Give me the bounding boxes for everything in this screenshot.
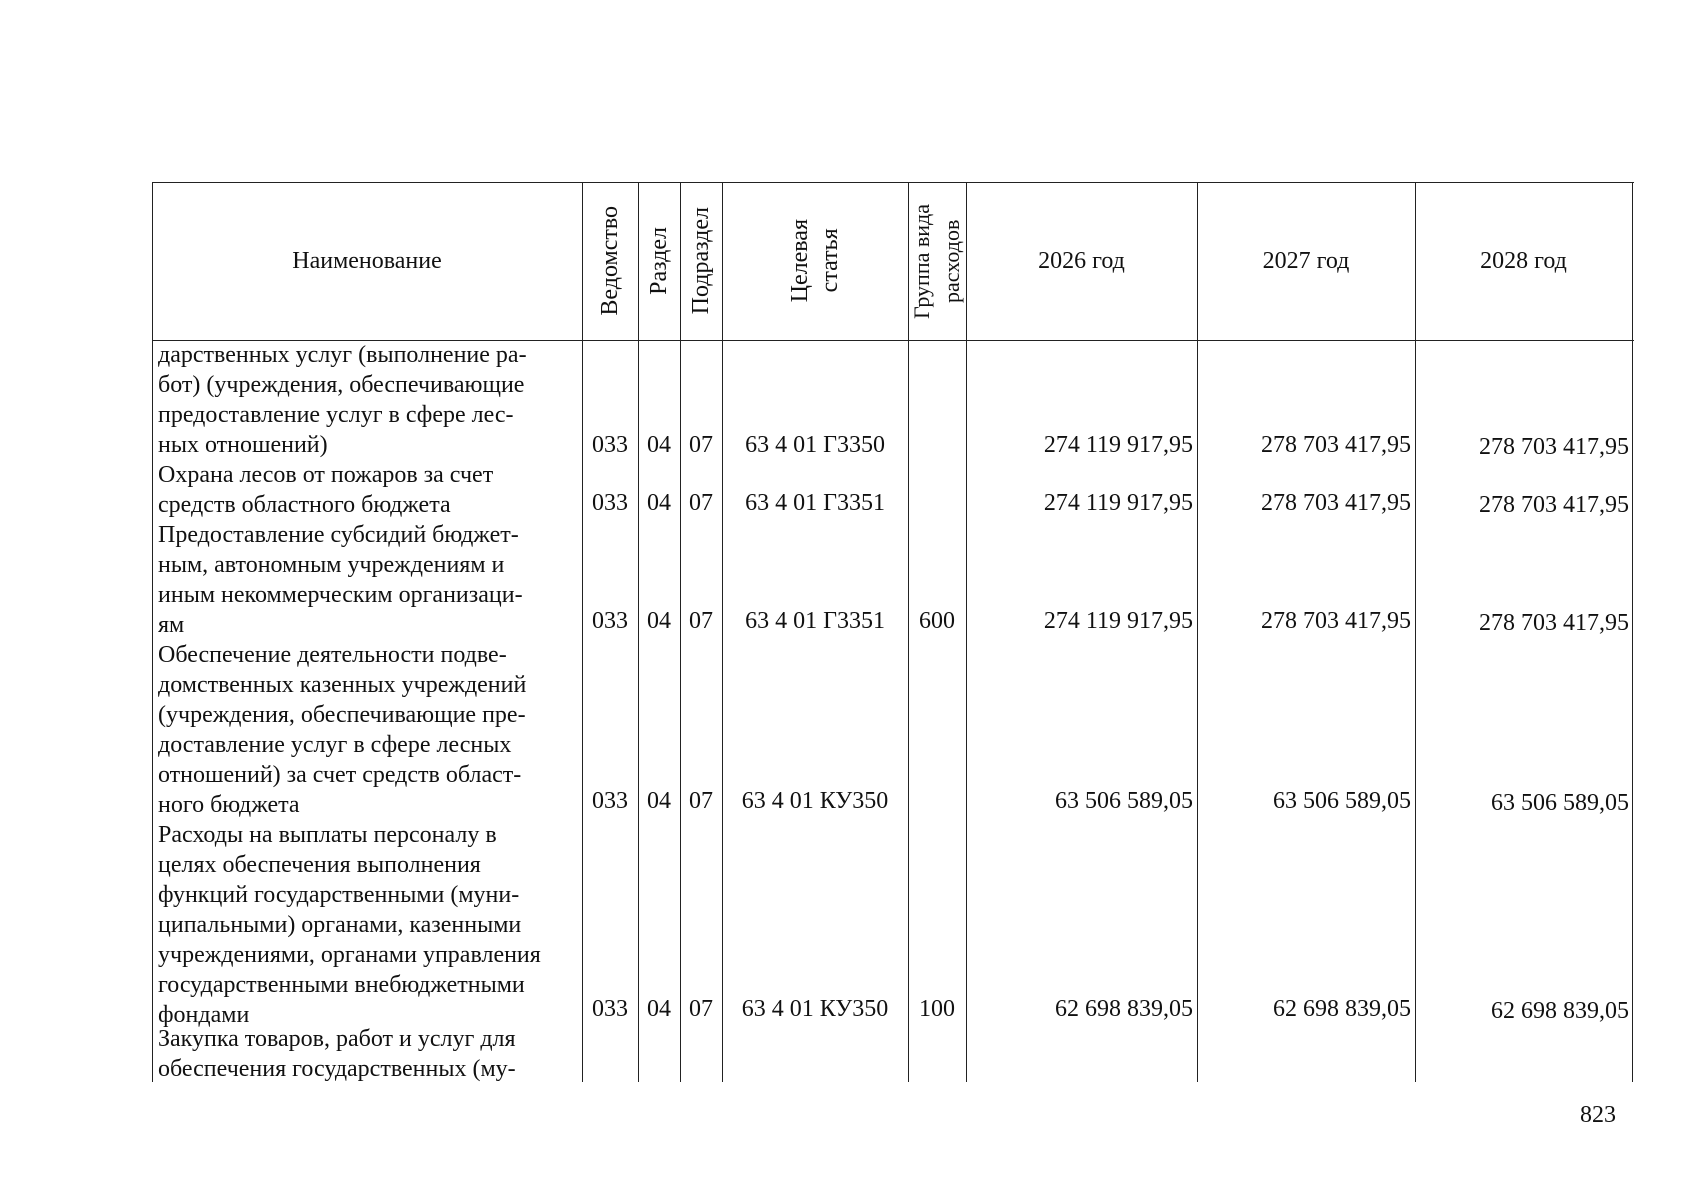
row-3-celevaya: 63 4 01 Г3351 [745, 608, 885, 634]
row-4-name-line: Обеспечение деятельности подве- [158, 642, 507, 668]
row-2-razdel: 04 [647, 490, 671, 516]
header-vedomstvo [582, 182, 638, 340]
header-vedomstvo-label: Ведомство [597, 206, 623, 316]
row-4-name-line: отношений) за счет средств област- [158, 762, 522, 788]
header-2027 [1197, 182, 1415, 340]
row-3-name-line: ям [158, 612, 185, 638]
row-5-razdel: 04 [647, 996, 671, 1022]
row-1-vedomstvo: 033 [592, 432, 628, 458]
row-5-2028: 62 698 839,05 [1491, 998, 1629, 1024]
row-1-2026: 274 119 917,95 [1043, 432, 1193, 458]
header-razdel [638, 182, 680, 340]
row-4-2026: 63 506 589,05 [1055, 788, 1193, 814]
row-1-podrazdel: 07 [689, 432, 713, 458]
row-4-name-line: доставление услуг в сфере лесных [158, 732, 512, 758]
row-5-vedomstvo: 033 [592, 996, 628, 1022]
row-4-name [158, 640, 578, 820]
row-1-name-line: ных отношений) [158, 432, 328, 458]
row-5-name-line: фондами [158, 1002, 250, 1028]
row-6-name-line: обеспечения государственных (му- [158, 1056, 516, 1082]
row-1-name-line: дарственных услуг (выполнение ра- [158, 342, 527, 368]
row-3-razdel: 04 [647, 608, 671, 634]
row-5-2027: 62 698 839,05 [1273, 996, 1411, 1022]
row-6-name [158, 1024, 578, 1084]
row-3-2028: 278 703 417,95 [1479, 610, 1629, 636]
header-gruppa-label [907, 204, 967, 319]
row-1-name [158, 340, 578, 460]
row-5-celevaya: 63 4 01 КУ350 [741, 996, 889, 1022]
row-5-gruppa: 100 [919, 996, 955, 1022]
row-3-name [158, 520, 578, 640]
row-2-name-line: средств областного бюджета [158, 492, 451, 518]
row-4-vedomstvo: 033 [592, 788, 628, 814]
row-2-2027: 278 703 417,95 [1261, 490, 1411, 516]
row-2-name [158, 460, 578, 520]
row-5-name-line: ципальными) органами, казенными [158, 912, 522, 938]
row-6-name-line: Закупка товаров, работ и услуг для [158, 1026, 516, 1052]
row-1-2028: 278 703 417,95 [1479, 434, 1629, 460]
header-celevaya-label [785, 219, 845, 302]
row-3-name-line: иным некоммерческим организаци- [158, 582, 523, 608]
row-2-vedomstvo: 033 [592, 490, 628, 516]
row-1-name-line: предоставление услуг в сфере лес- [158, 402, 514, 428]
row-5-name [158, 820, 578, 1030]
row-5-name-line: функций государственными (муни- [158, 882, 520, 908]
header-name [152, 182, 582, 340]
header-celevaya-line2: статья [817, 229, 843, 293]
page-number: 823 [1580, 1102, 1616, 1128]
row-5-2026: 62 698 839,05 [1055, 996, 1193, 1022]
header-podrazdel [680, 182, 722, 340]
row-2-2026: 274 119 917,95 [1043, 490, 1193, 516]
row-2-2028: 278 703 417,95 [1479, 492, 1629, 518]
row-3-2026: 274 119 917,95 [1043, 608, 1193, 634]
row-4-razdel: 04 [647, 788, 671, 814]
row-2-celevaya: 63 4 01 Г3351 [745, 490, 885, 516]
header-razdel-label: Раздел [646, 227, 672, 295]
row-1-celevaya: 63 4 01 Г3350 [745, 432, 885, 458]
header-2026-label: 2026 год [1038, 248, 1125, 274]
row-3-gruppa: 600 [919, 608, 955, 634]
row-3-name-line: ным, автономным учреждениям и [158, 552, 505, 578]
row-5-name-line: учреждениями, органами управления [158, 942, 541, 968]
row-4-name-line: (учреждения, обеспечивающие пре- [158, 702, 526, 728]
row-1-razdel: 04 [647, 432, 671, 458]
row-4-podrazdel: 07 [689, 788, 713, 814]
header-podrazdel-label: Подраздел [688, 207, 714, 315]
row-4-celevaya: 63 4 01 КУ350 [741, 788, 889, 814]
row-5-podrazdel: 07 [689, 996, 713, 1022]
row-4-2027: 63 506 589,05 [1273, 788, 1411, 814]
row-2-podrazdel: 07 [689, 490, 713, 516]
row-4-2028: 63 506 589,05 [1491, 790, 1629, 816]
row-3-podrazdel: 07 [689, 608, 713, 634]
header-2028 [1415, 182, 1632, 340]
table-right-border [1632, 182, 1633, 1082]
header-gruppa-line2: расходов [939, 219, 964, 303]
header-gruppa-line1: Группа вида [909, 203, 934, 319]
row-4-name-line: домственных казенных учреждений [158, 672, 527, 698]
row-5-name-line: целях обеспечения выполнения [158, 852, 481, 878]
row-2-name-line: Охрана лесов от пожаров за счет [158, 462, 494, 488]
header-2026 [966, 182, 1197, 340]
row-5-name-line: Расходы на выплаты персоналу в [158, 822, 497, 848]
budget-table [152, 182, 1634, 1082]
header-2027-label: 2027 год [1262, 248, 1350, 274]
row-4-name-line: ного бюджета [158, 792, 300, 818]
row-3-name-line: Предоставление субсидий бюджет- [158, 522, 519, 548]
row-1-2027: 278 703 417,95 [1261, 432, 1411, 458]
header-gruppa-vida-rashodov [908, 182, 966, 340]
header-celevaya-line1: Целевая [787, 219, 813, 303]
header-name-label: Наименование [292, 248, 442, 274]
row-3-vedomstvo: 033 [592, 608, 628, 634]
header-2028-label: 2028 год [1480, 248, 1567, 274]
row-3-2027: 278 703 417,95 [1261, 608, 1411, 634]
header-celevaya-statya [722, 182, 908, 340]
row-1-name-line: бот) (учреждения, обеспечивающие [158, 372, 525, 398]
row-5-name-line: государственными внебюджетными [158, 972, 525, 998]
